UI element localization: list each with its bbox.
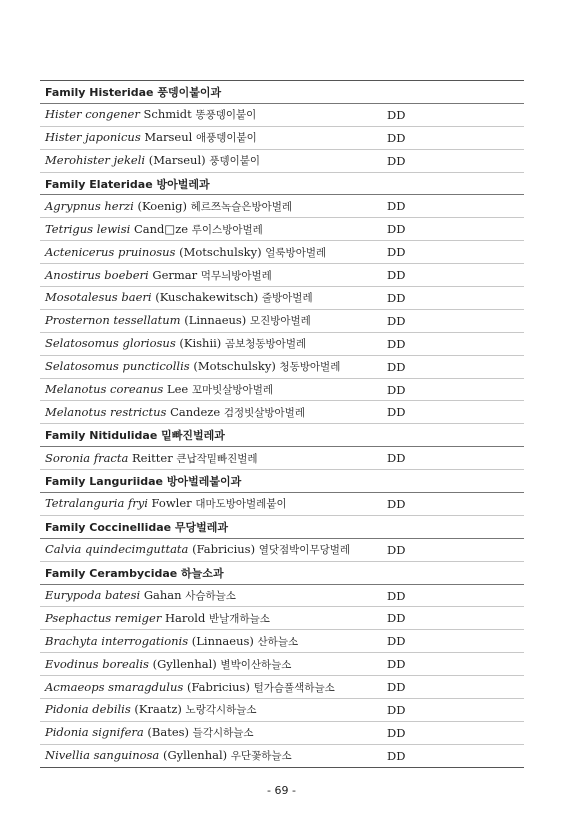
species-row xyxy=(40,356,524,379)
author-name: (Motschulsky) xyxy=(179,244,262,259)
korean-name: 얼룩방아벌레 xyxy=(265,246,327,259)
scientific-name: Soronia fracta xyxy=(45,450,129,465)
korean-name: 사슴하늘소 xyxy=(185,590,236,603)
author-name: Marseul xyxy=(144,130,193,145)
species-name-cell xyxy=(40,542,387,557)
scientific-name: Calvia quindecimguttata xyxy=(45,542,189,557)
family-header-row xyxy=(40,516,524,539)
family-header-row xyxy=(40,173,524,196)
author-name: (Gyllenhal) xyxy=(162,748,228,763)
species-name-cell xyxy=(40,496,387,511)
species-row xyxy=(40,493,524,516)
family-name: Family Languriidae 방아벌레붙이과 xyxy=(45,475,242,489)
author-name: (Marseul) xyxy=(148,153,206,168)
species-name-cell xyxy=(40,451,387,466)
author-name: (Linnaeus) xyxy=(191,633,254,648)
scientific-name: Anostirus boeberi xyxy=(45,267,149,282)
species-name-cell xyxy=(40,336,387,351)
family-header-row xyxy=(40,81,524,104)
korean-name: 노랑각시하늘소 xyxy=(185,704,257,717)
author-name: (Kuschakewitsch) xyxy=(155,290,259,305)
scientific-name: Eurypoda batesi xyxy=(45,588,141,603)
author-name: Reitter xyxy=(132,450,173,465)
species-row xyxy=(40,653,524,676)
korean-name: 대마도방아벌레붙이 xyxy=(195,498,287,511)
author-name: (Koenig) xyxy=(137,198,187,213)
species-row xyxy=(40,379,524,402)
korean-name: 산하늘소 xyxy=(257,635,299,648)
species-row xyxy=(40,699,524,722)
species-row xyxy=(40,264,524,287)
species-name-cell xyxy=(40,222,387,237)
species-name-cell xyxy=(40,359,387,374)
species-row xyxy=(40,630,524,653)
species-name-cell xyxy=(40,130,387,145)
species-name-cell xyxy=(40,268,387,283)
korean-name: 청동방아벌레 xyxy=(279,361,341,374)
scientific-name: Hister japonicus xyxy=(45,130,141,145)
author-name: Gahan xyxy=(143,588,182,603)
species-row xyxy=(40,104,524,127)
species-row xyxy=(40,447,524,470)
scientific-name: Pidonia signifera xyxy=(45,725,144,740)
korean-name: 들각시하늘소 xyxy=(192,727,254,740)
species-name-cell xyxy=(40,107,387,122)
status-code: DD xyxy=(387,245,406,260)
korean-name: 루이스방아벌레 xyxy=(191,223,263,236)
korean-name: 똥풍뎅이붙이 xyxy=(195,109,257,122)
author-name: (Kishii) xyxy=(179,336,222,351)
status-code: DD xyxy=(387,222,406,237)
scientific-name: Brachyta interrogationis xyxy=(45,633,189,648)
korean-name: 큰납작밑빠진벌레 xyxy=(176,452,258,465)
species-name-cell xyxy=(40,245,387,260)
scientific-name: Hister congener xyxy=(45,107,140,122)
status-code: DD xyxy=(387,290,406,305)
species-name-cell xyxy=(40,680,387,695)
species-row xyxy=(40,585,524,608)
scientific-name: Nivellia sanguinosa xyxy=(45,748,160,763)
species-name-cell xyxy=(40,725,387,740)
species-name-cell xyxy=(40,611,387,626)
korean-name: 줄방아벌레 xyxy=(261,292,313,305)
scientific-name: Actenicerus pruinosus xyxy=(45,244,176,259)
scientific-name: Melanotus coreanus xyxy=(45,382,164,397)
status-code: DD xyxy=(387,107,406,122)
status-code: DD xyxy=(387,405,406,420)
species-name-cell xyxy=(40,199,387,214)
status-code: DD xyxy=(387,657,406,672)
family-name: Family Histeridae 풍뎅이붙이과 xyxy=(45,85,222,99)
author-name: Cand□ze xyxy=(133,221,189,236)
species-row xyxy=(40,195,524,218)
species-name-cell xyxy=(40,657,387,672)
status-code: DD xyxy=(387,382,406,397)
status-code: DD xyxy=(387,748,406,763)
family-header-row xyxy=(40,424,524,447)
status-code: DD xyxy=(387,336,406,351)
scientific-name: Tetrigus lewisi xyxy=(45,221,131,236)
status-code: DD xyxy=(387,199,406,214)
korean-name: 꼬마빗살방아벌레 xyxy=(191,384,273,397)
species-row xyxy=(40,722,524,745)
scientific-name: Merohister jekeli xyxy=(45,153,146,168)
species-row xyxy=(40,241,524,264)
scientific-name: Melanotus restrictus xyxy=(45,404,167,419)
author-name: (Motschulsky) xyxy=(193,359,276,374)
status-code: DD xyxy=(387,359,406,374)
korean-name: 반날개하늘소 xyxy=(209,612,270,625)
species-row xyxy=(40,127,524,150)
species-row xyxy=(40,676,524,699)
species-row xyxy=(40,539,524,562)
scientific-name: Prosternon tessellatum xyxy=(45,313,181,328)
status-code: DD xyxy=(387,130,406,145)
species-name-cell xyxy=(40,153,387,168)
status-code: DD xyxy=(387,611,406,626)
species-name-cell xyxy=(40,634,387,649)
korean-name: 모진방아벌레 xyxy=(249,315,311,328)
korean-name: 열닷점박이무당벌레 xyxy=(258,544,351,557)
author-name: (Kraatz) xyxy=(134,702,182,717)
species-row xyxy=(40,333,524,356)
scientific-name: Mosotalesus baeri xyxy=(45,290,152,305)
species-name-cell xyxy=(40,382,387,397)
status-code: DD xyxy=(387,153,406,168)
species-table xyxy=(40,80,524,768)
species-row xyxy=(40,607,524,630)
species-name-cell xyxy=(40,290,387,305)
korean-name: 풍뎅이붙이 xyxy=(209,155,261,168)
status-code: DD xyxy=(387,451,406,466)
family-name: Family Coccinellidae 무당벌레과 xyxy=(45,520,229,534)
author-name: (Linnaeus) xyxy=(184,313,247,328)
author-name: Fowler xyxy=(151,496,192,511)
status-code: DD xyxy=(387,725,406,740)
species-name-cell xyxy=(40,313,387,328)
status-code: DD xyxy=(387,588,406,603)
author-name: Harold xyxy=(165,610,206,625)
family-header-row xyxy=(40,470,524,493)
author-name: Germar xyxy=(152,267,198,282)
species-name-cell xyxy=(40,748,387,763)
species-name-cell xyxy=(40,405,387,420)
author-name: Schmidt xyxy=(143,107,192,122)
korean-name: 별박이산하늘소 xyxy=(220,658,292,671)
korean-name: 애풍뎅이붙이 xyxy=(195,132,257,145)
status-code: DD xyxy=(387,542,406,557)
scientific-name: Acmaeops smaragdulus xyxy=(45,679,184,694)
status-code: DD xyxy=(387,268,406,283)
scientific-name: Selatosomus puncticollis xyxy=(45,359,190,374)
species-row xyxy=(40,287,524,310)
species-name-cell xyxy=(40,588,387,603)
species-row xyxy=(40,401,524,424)
family-name: Family Cerambycidae 하늘소과 xyxy=(45,566,224,580)
author-name: (Fabricius) xyxy=(192,542,256,557)
species-name-cell xyxy=(40,702,387,717)
status-code: DD xyxy=(387,702,406,717)
species-row xyxy=(40,150,524,173)
species-row xyxy=(40,745,524,768)
korean-name: 곰보청동방아벌레 xyxy=(224,338,307,351)
korean-name: 검정빗살방아벌레 xyxy=(223,406,305,419)
page-number: - 69 - xyxy=(267,784,296,797)
family-header-row xyxy=(40,562,524,585)
korean-name: 우단꽃하늘소 xyxy=(230,750,292,763)
scientific-name: Tetralanguria fryi xyxy=(45,496,148,511)
author-name: Lee xyxy=(166,382,189,397)
family-name: Family Elateridae 방아벌레과 xyxy=(45,177,210,191)
korean-name: 헤르쯔녹슬은방아벌레 xyxy=(190,200,293,213)
korean-name: 털가슴풀색하늘소 xyxy=(253,681,335,694)
scientific-name: Evodinus borealis xyxy=(45,656,149,671)
author-name: (Fabricius) xyxy=(186,679,250,694)
author-name: (Bates) xyxy=(147,725,190,740)
korean-name: 먹무늬방아벌레 xyxy=(200,269,272,282)
author-name: Candeze xyxy=(170,404,221,419)
species-row xyxy=(40,218,524,241)
scientific-name: Selatosomus gloriosus xyxy=(45,336,176,351)
status-code: DD xyxy=(387,680,406,695)
scientific-name: Pidonia debilis xyxy=(45,702,131,717)
status-code: DD xyxy=(387,496,406,511)
author-name: (Gyllenhal) xyxy=(152,656,217,671)
scientific-name: Psephactus remiger xyxy=(45,610,162,625)
status-code: DD xyxy=(387,634,406,649)
family-name: Family Nitidulidae 밑빠진벌레과 xyxy=(45,429,225,443)
scientific-name: Agrypnus herzi xyxy=(45,198,134,213)
status-code: DD xyxy=(387,313,406,328)
species-row xyxy=(40,310,524,333)
